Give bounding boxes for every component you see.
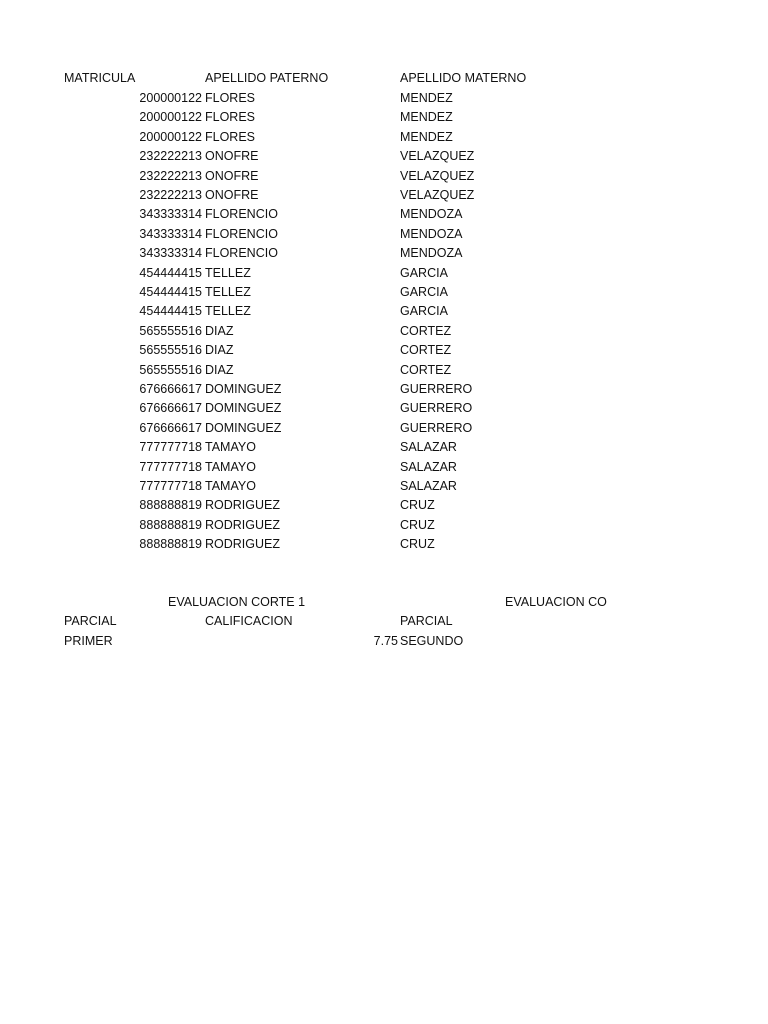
apellido-paterno-cell: RODRIGUEZ	[205, 517, 280, 532]
matricula-cell: 888888819	[139, 537, 202, 552]
apellido-paterno-cell: FLORES	[205, 129, 256, 144]
segundo-label: SEGUNDO	[400, 634, 464, 648]
apellido-materno-cell: GARCIA	[400, 265, 448, 280]
apellido-paterno-cell: FLORENCIO	[205, 207, 278, 222]
table-row	[0, 283, 768, 302]
apellido-materno-cell: SALAZAR	[400, 479, 457, 493]
matricula-cell: 676666617	[139, 420, 202, 435]
primer-calificacion: 7.75	[373, 634, 398, 648]
header-matricula: MATRICULA	[64, 71, 136, 85]
table-row	[0, 225, 768, 244]
apellido-materno-cell: GUERRERO	[400, 382, 473, 396]
apellido-materno-cell: VELAZQUEZ	[400, 188, 475, 202]
table-row	[0, 264, 768, 283]
matricula-cell: 200000122	[139, 129, 202, 144]
parcial2-label: PARCIAL	[400, 614, 453, 628]
matricula-cell: 343333314	[139, 226, 202, 241]
apellido-paterno-cell: DOMINGUEZ	[205, 420, 282, 435]
matricula-cell: 888888819	[139, 498, 202, 513]
evaluacion-corte1-title: EVALUACION CORTE 1	[168, 595, 306, 609]
table-row	[0, 108, 768, 127]
table-row	[0, 147, 768, 166]
table-row	[0, 322, 768, 341]
apellido-materno-cell: SALAZAR	[400, 459, 457, 474]
apellido-paterno-cell: DIAZ	[205, 323, 234, 338]
apellido-paterno-cell: DIAZ	[205, 362, 234, 377]
matricula-cell: 888888819	[139, 517, 202, 532]
apellido-materno-cell: VELAZQUEZ	[400, 149, 475, 164]
apellido-paterno-cell: TELLEZ	[205, 285, 251, 299]
apellido-materno-cell: MENDOZA	[400, 207, 463, 222]
table-row	[0, 477, 768, 496]
matricula-cell: 232222213	[139, 168, 202, 183]
evaluacion-corte2-title: EVALUACION CO	[505, 595, 607, 609]
matricula-cell: 676666617	[139, 401, 202, 416]
table-row	[0, 186, 768, 205]
apellido-paterno-cell: FLORENCIO	[205, 226, 278, 241]
table-row	[0, 361, 768, 380]
matricula-cell: 200000122	[139, 110, 202, 125]
matricula-cell: 232222213	[139, 188, 202, 202]
matricula-cell: 565555516	[139, 323, 202, 338]
apellido-materno-cell: CORTEZ	[400, 362, 452, 377]
apellido-materno-cell: MENDOZA	[400, 246, 463, 261]
matricula-cell: 454444415	[139, 285, 202, 299]
apellido-materno-cell: MENDEZ	[400, 129, 453, 144]
table-row	[0, 205, 768, 224]
apellido-paterno-cell: FLORES	[205, 91, 256, 105]
apellido-paterno-cell: RODRIGUEZ	[205, 537, 280, 552]
apellido-paterno-cell: DOMINGUEZ	[205, 401, 282, 416]
table-row	[0, 128, 768, 147]
apellido-materno-cell: CRUZ	[400, 517, 435, 532]
matricula-cell: 777777718	[139, 479, 202, 493]
apellido-paterno-cell: TAMAYO	[205, 479, 256, 493]
matricula-cell: 232222213	[139, 149, 202, 164]
apellido-paterno-cell: RODRIGUEZ	[205, 498, 280, 513]
apellido-materno-cell: CORTEZ	[400, 323, 452, 338]
table-row	[0, 399, 768, 418]
table-row	[0, 341, 768, 360]
apellido-paterno-cell: DOMINGUEZ	[205, 382, 282, 396]
header-apellido-materno: APELLIDO MATERNO	[400, 71, 527, 85]
apellido-materno-cell: CRUZ	[400, 537, 435, 552]
apellido-materno-cell: GARCIA	[400, 304, 448, 319]
apellido-paterno-cell: TELLEZ	[205, 265, 251, 280]
matricula-cell: 454444415	[139, 304, 202, 319]
apellido-materno-cell: CRUZ	[400, 498, 435, 513]
table-row	[0, 535, 768, 554]
apellido-materno-cell: MENDEZ	[400, 91, 453, 105]
table-row	[0, 516, 768, 535]
matricula-cell: 343333314	[139, 207, 202, 222]
table-row	[0, 89, 768, 108]
apellido-materno-cell: SALAZAR	[400, 440, 457, 455]
apellido-paterno-cell: ONOFRE	[205, 188, 259, 202]
table-row	[0, 302, 768, 321]
matricula-cell: 777777718	[139, 440, 202, 455]
apellido-paterno-cell: FLORENCIO	[205, 246, 278, 261]
apellido-materno-cell: GUERRERO	[400, 420, 473, 435]
table-row	[0, 380, 768, 399]
matricula-cell: 565555516	[139, 343, 202, 358]
apellido-materno-cell: MENDEZ	[400, 110, 453, 125]
apellido-paterno-cell: TAMAYO	[205, 440, 256, 455]
apellido-paterno-cell: DIAZ	[205, 343, 234, 358]
matricula-cell: 565555516	[139, 362, 202, 377]
table-row	[0, 244, 768, 263]
matricula-cell: 343333314	[139, 246, 202, 261]
table-row	[0, 167, 768, 186]
matricula-cell: 454444415	[139, 265, 202, 280]
apellido-materno-cell: GARCIA	[400, 285, 448, 299]
parcial-label: PARCIAL	[64, 614, 117, 628]
primer-label: PRIMER	[64, 634, 113, 648]
apellido-paterno-cell: FLORES	[205, 110, 256, 125]
matricula-cell: 676666617	[139, 382, 202, 396]
table-row	[0, 438, 768, 457]
apellido-paterno-cell: ONOFRE	[205, 168, 259, 183]
apellido-materno-cell: VELAZQUEZ	[400, 168, 475, 183]
header-apellido-paterno: APELLIDO PATERNO	[205, 71, 329, 85]
calificacion-label: CALIFICACION	[205, 614, 293, 628]
apellido-materno-cell: MENDOZA	[400, 226, 463, 241]
apellido-paterno-cell: TAMAYO	[205, 459, 256, 474]
table-row	[0, 458, 768, 477]
apellido-paterno-cell: TELLEZ	[205, 304, 251, 319]
matricula-cell: 777777718	[139, 459, 202, 474]
table-row	[0, 419, 768, 438]
table-row	[0, 496, 768, 515]
apellido-paterno-cell: ONOFRE	[205, 149, 259, 164]
matricula-cell: 200000122	[139, 91, 202, 105]
apellido-materno-cell: CORTEZ	[400, 343, 452, 358]
apellido-materno-cell: GUERRERO	[400, 401, 473, 416]
